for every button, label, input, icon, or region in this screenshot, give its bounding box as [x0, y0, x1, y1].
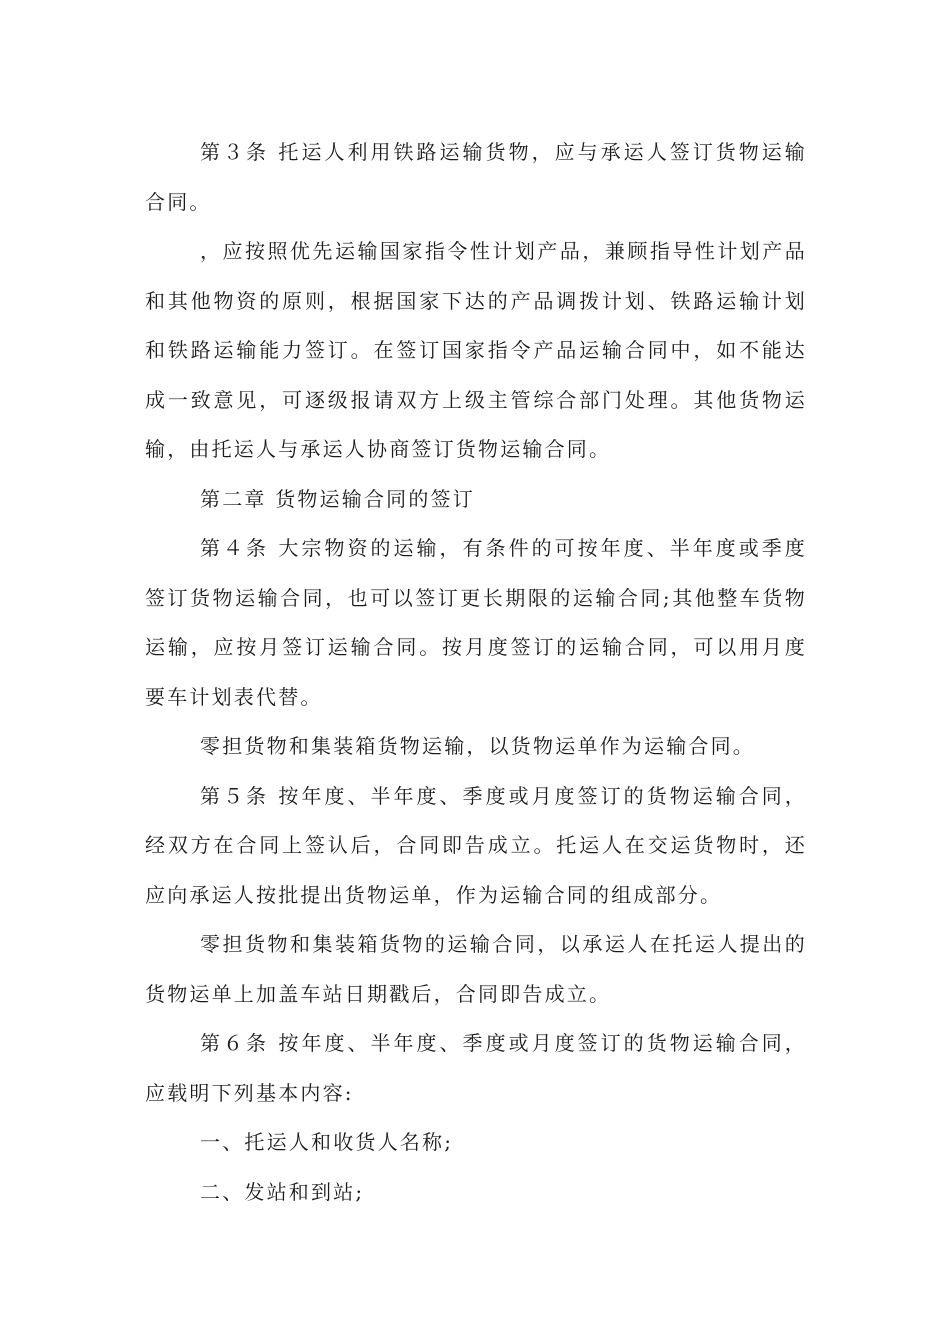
list-item-stations: 二、发站和到站; [200, 1179, 365, 1204]
paragraph-article-5: 第５条 按年度、半年度、季度或月度签订的货物运输合同，经双方在合同上签认后，合同即告成立。托运人在交运货物时，还应向承运人按批提出货物运单，作为运输合同的组成部分。 [145, 783, 807, 907]
paragraph-article-6: 第６条 按年度、半年度、季度或月度签订的货物运输合同，应载明下列基本内容: [145, 1031, 807, 1105]
chapter-heading: 第二章 货物运输合同的签订 [200, 486, 475, 511]
paragraph-container-contract: 零担货物和集装箱货物的运输合同，以承运人在托运人提出的货物运单上加盖车站日期戳后，合同即告成立。 [145, 932, 807, 1006]
paragraph-article-4: 第４条 大宗物资的运输，有条件的可按年度、半年度或季度签订货物运输合同，也可以签订更长期限的运输合同;其他整车货物运输，应按月签订运输合同。按月度签订的运输合同，可以用月度要车计划表代替。 [145, 536, 807, 709]
list-item-shipper-consignee: 一、托运人和收货人名称; [200, 1130, 454, 1154]
paragraph-article-3: 第３条 托运人利用铁路运输货物，应与承运人签订货物运输合同。 [145, 140, 807, 214]
paragraph-planning-principle: ，应按照优先运输国家指令性计划产品，兼顾指导性计划产品和其他物资的原则，根据国家下达的产品调拨计划、铁路运输计划和铁路运输能力签订。在签订国家指令产品运输合同中，如不能达成一致意见，可逐级报请双方上级主管综合部门处理。其他货物运输，由托运人与承运人协商签订货物运输合同。 [145, 239, 807, 461]
document-body [145, 128, 807, 1217]
paragraph-less-than-carload: 零担货物和集装箱货物运输，以货物运单作为运输合同。 [200, 734, 755, 758]
